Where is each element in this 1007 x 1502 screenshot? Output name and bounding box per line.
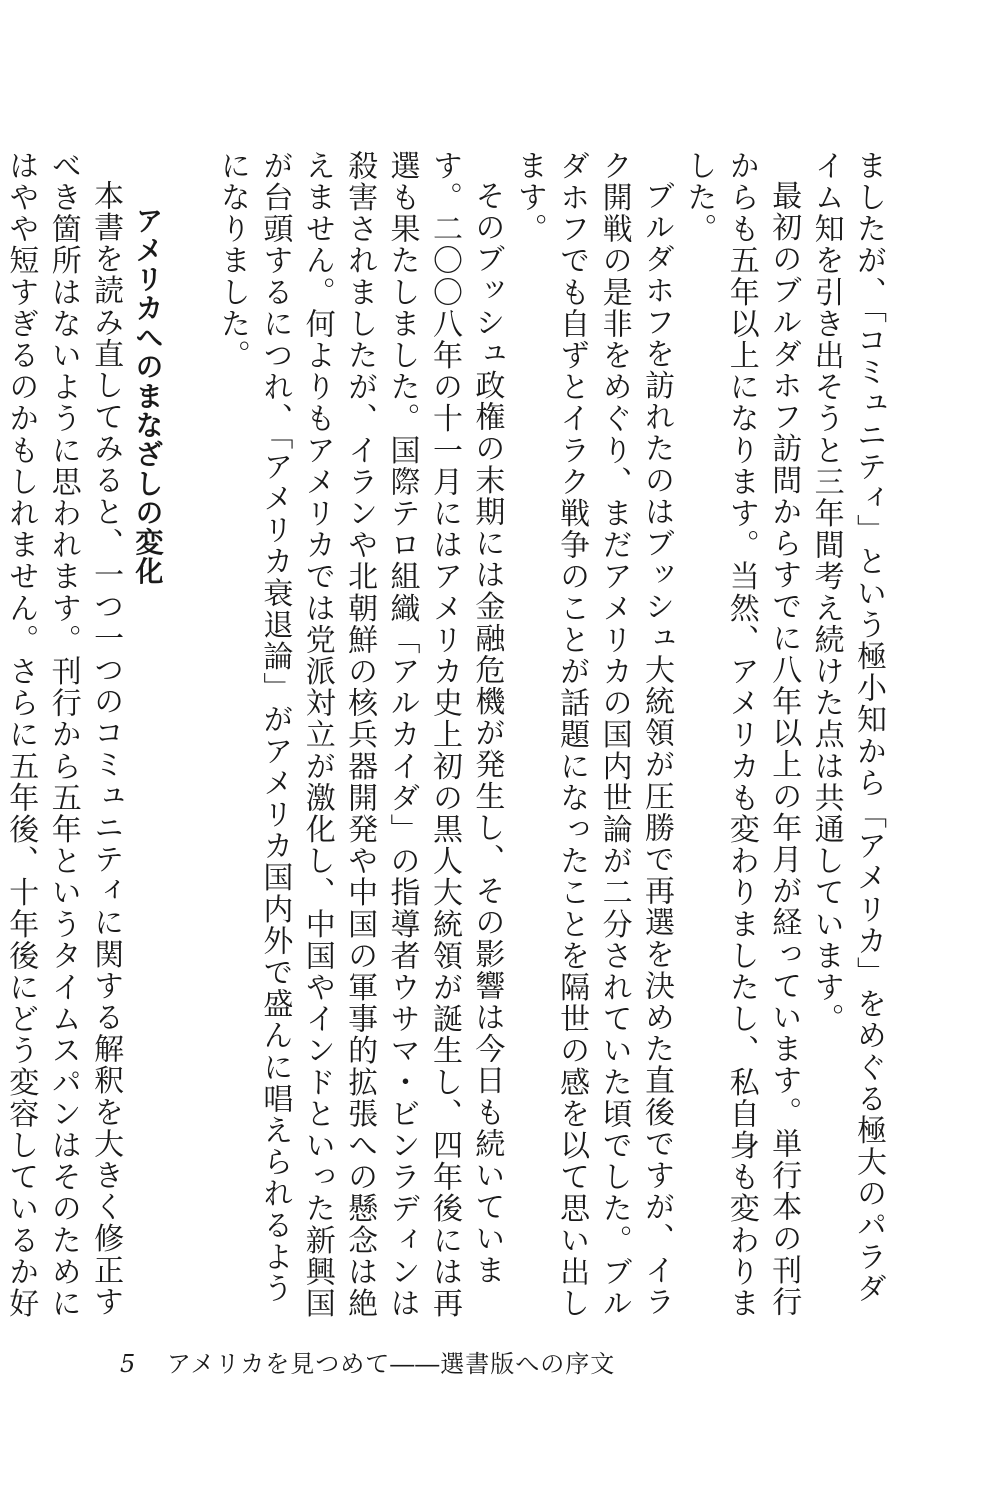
page-number: 5: [120, 1350, 137, 1378]
page-footer: [120, 1344, 615, 1379]
section-heading: アメリカへのまなざしの変化: [131, 206, 165, 586]
paragraph: ブルダホフを訪れたのはブッシュ大統領が圧勝で再選を決めた直後ですが、イラク開戦の是非をめぐり、まだアメリカの国内世論が二分されていた頃でした。ブルダホフでも自ずとイラク戦争のことが話題になったことを隔世の感を以て思い出します。: [511, 150, 674, 1320]
paragraph: 本書を読み直してみると、一つ一つのコミュニティに関する解釈を大きく修正すべき箇所はないように思われます。刊行から五年というタイムスパンはそのためにはやや短すぎるのかもしれません。さらに五年後、十年後にどう変容しているか好: [3, 150, 124, 1320]
paragraph: 最初のブルダホフ訪問からすでに八年以上の年月が経っています。単行本の刊行からも五年以上になります。当然、アメリカも変わりましたし、私自身も変わりました。: [681, 150, 802, 1320]
paragraph-continued: ましたが、「コミュニティ」という極小知から「アメリカ」をめぐる極大のパラダイム知を引き出そうと三年間考え続けた点は共通しています。: [808, 150, 886, 1305]
running-title: アメリカを見つめて――選書版への序文: [166, 1350, 616, 1378]
paragraph: そのブッシュ政権の末期には金融危機が発生し、その影響は今日も続いています。二〇〇八年の十一月にはアメリカ史上初の黒人大統領が誕生し、四年後には再選も果たしました。国際テロ組織「アルカイダ」の指導者ウサマ・ビンラディンは殺害されましたが、イランや北朝鮮の核兵器開発や中国の軍事的拡張への懸念は絶えません。何よりもアメリカでは党派対立が激化し、中国やインドといった新興国が台頭するにつれ、「アメリカ衰退論」がアメリカ国内外で盛んに唱えられるようになりました。: [214, 150, 505, 1320]
vertical-text-body: [3, 150, 889, 1322]
